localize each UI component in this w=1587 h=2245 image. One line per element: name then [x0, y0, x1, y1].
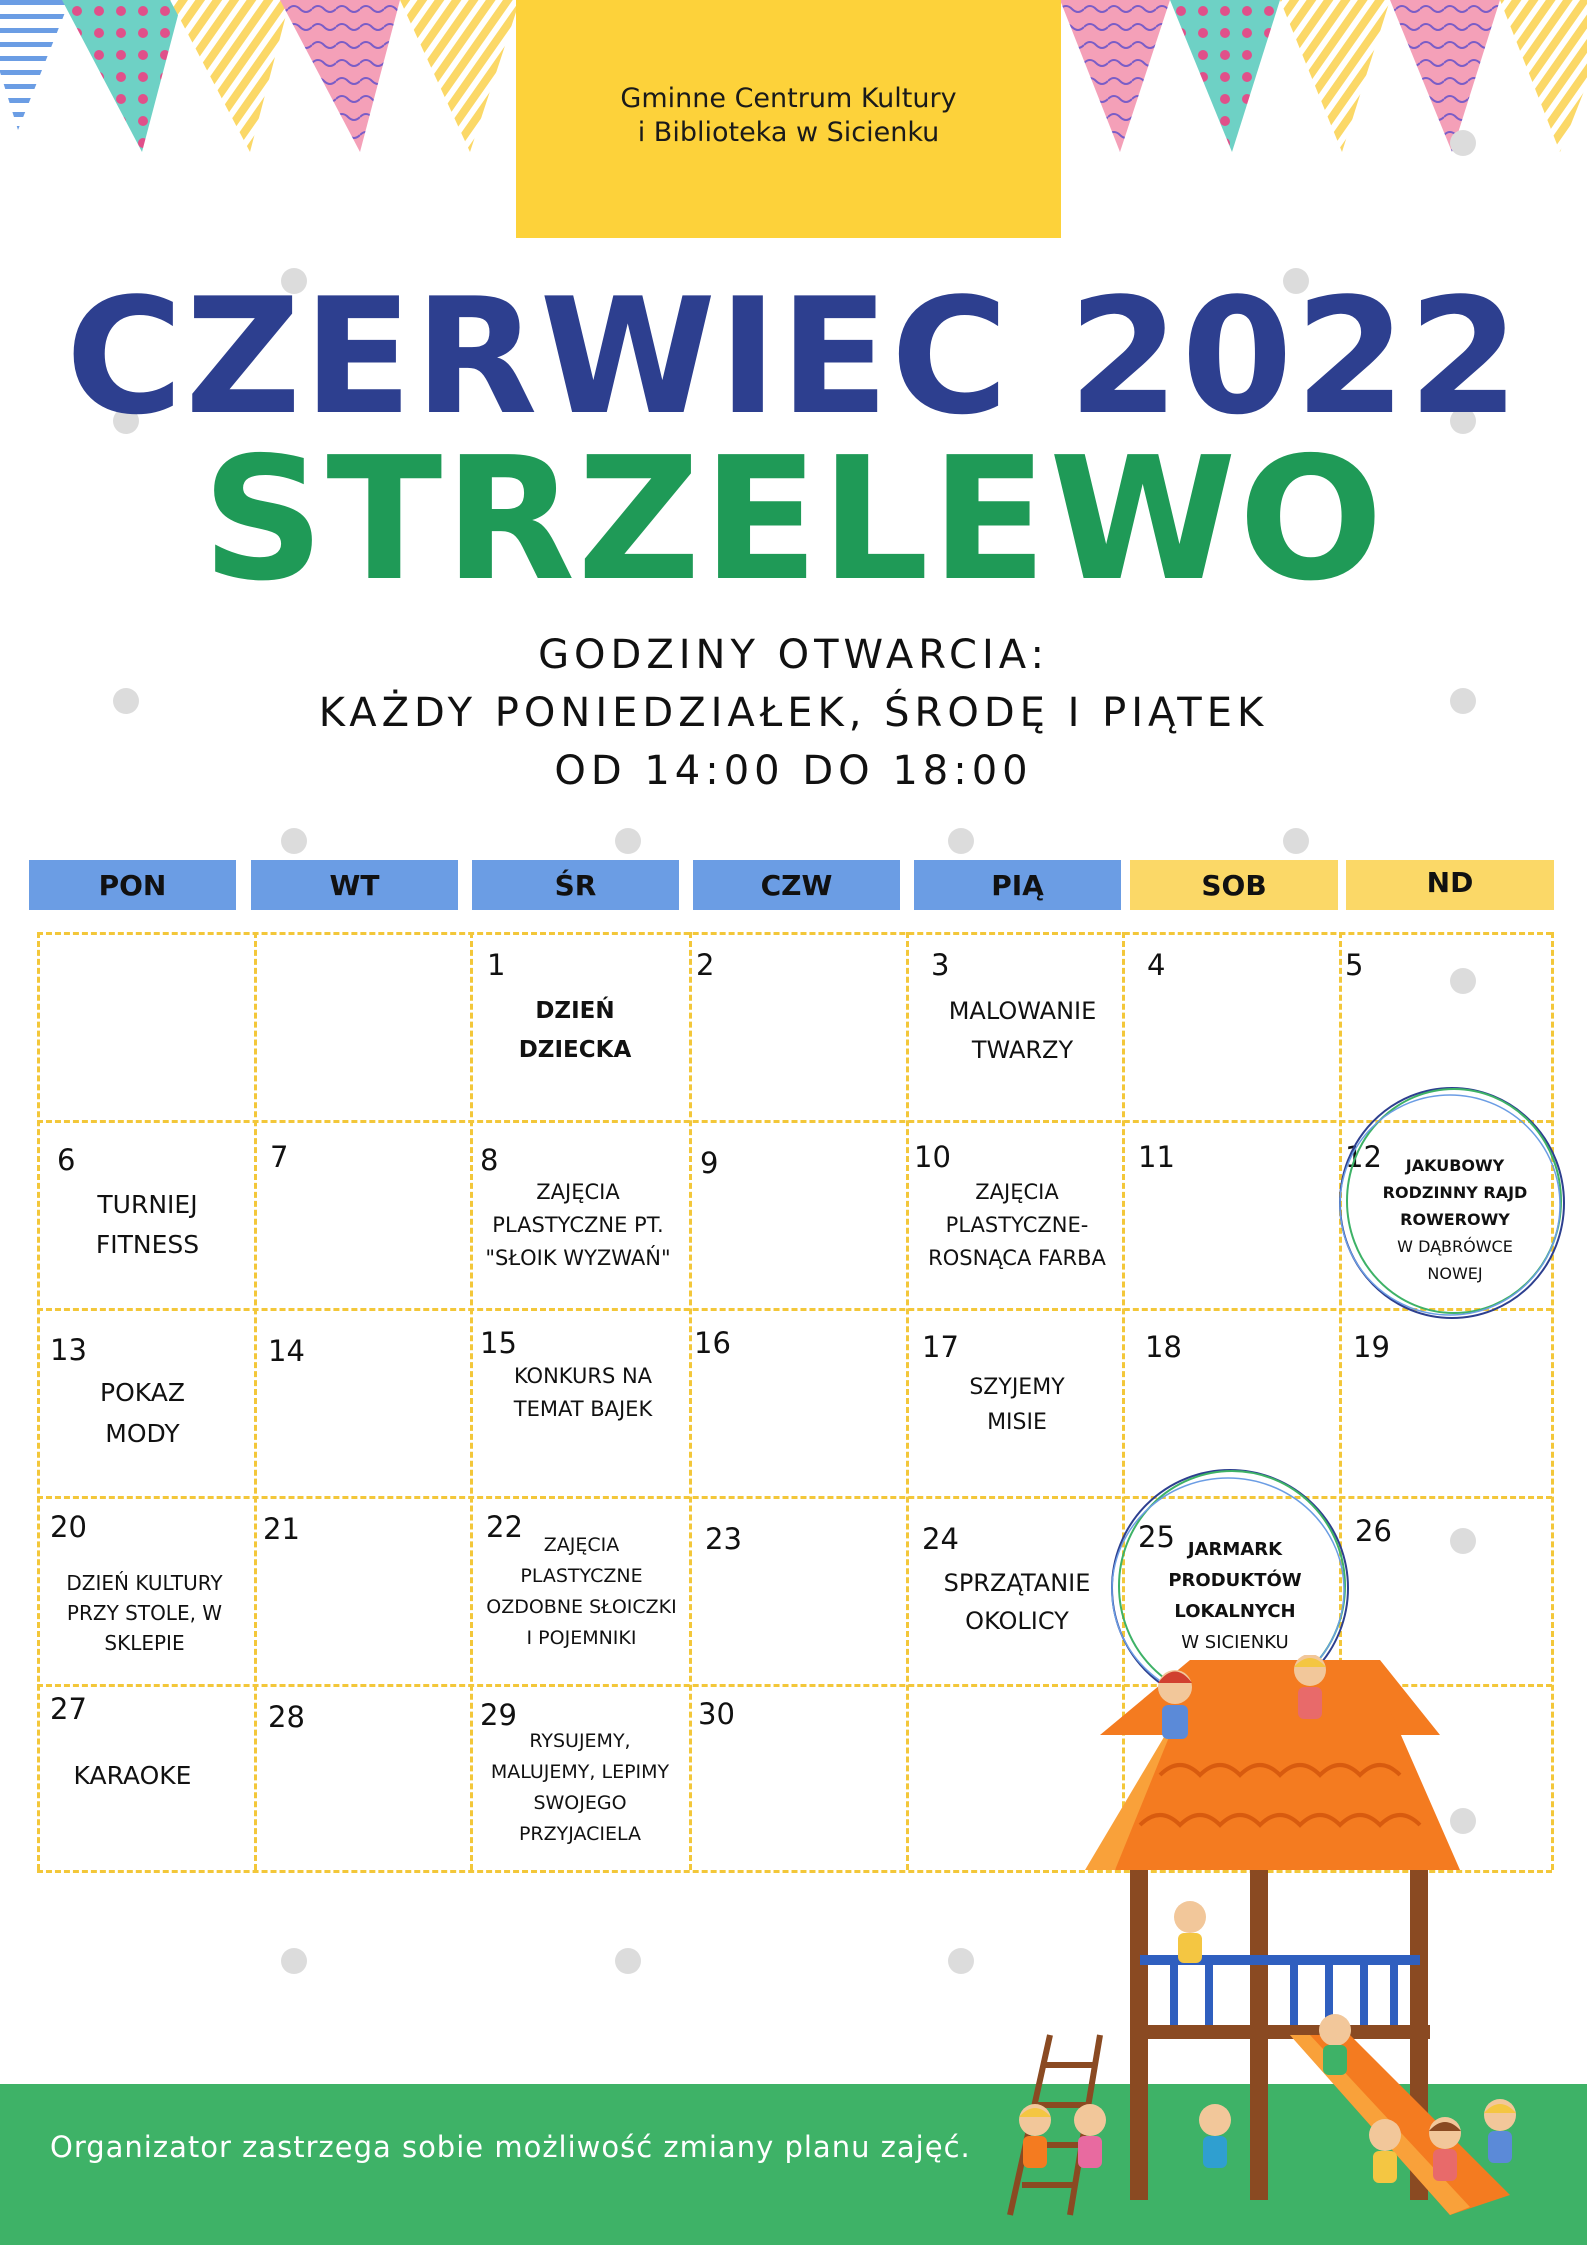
day-number: 23 — [705, 1522, 742, 1556]
day-number: 30 — [698, 1697, 735, 1731]
day-number: 6 — [57, 1143, 76, 1177]
day-number: 13 — [50, 1333, 87, 1367]
month-title: CZERWIEC 2022 — [65, 263, 1522, 450]
day-number: 1 — [487, 948, 506, 982]
weekday-header-thu: CZW — [693, 860, 900, 910]
opening-hours-days: KAŻDY PONIEDZIAŁEK, ŚRODĘ I PIĄTEK — [318, 690, 1269, 736]
event-line: DZIECKA — [518, 1037, 632, 1063]
event-line: ZAJĘCIA — [975, 1180, 1059, 1204]
event-line: MODY — [105, 1419, 180, 1448]
decorative-dot — [281, 828, 307, 854]
event-line: LOKALNYCH — [1174, 1601, 1296, 1622]
day-number: 10 — [914, 1140, 951, 1174]
event-line: MALOWANIE — [948, 997, 1097, 1025]
event-cell-1 — [480, 992, 670, 1070]
event-cell-13 — [45, 1372, 240, 1454]
playground-with-children-illustration-icon — [990, 1655, 1550, 2245]
decorative-dot — [1283, 828, 1309, 854]
organizer-name-line2: i Biblioteka w Sicienku — [637, 117, 940, 148]
event-line: PLASTYCZNE — [520, 1565, 643, 1587]
decorative-dot — [948, 1948, 974, 1974]
decorative-dot — [281, 1948, 307, 1974]
event-line: PRZY STOLE, W — [66, 1601, 223, 1625]
decorative-dot — [1450, 1528, 1476, 1554]
event-line: SKLEPIE — [104, 1631, 185, 1655]
event-cell-17 — [912, 1370, 1122, 1440]
weekday-header-tue: WT — [251, 860, 458, 910]
day-number: 27 — [50, 1692, 87, 1726]
decorative-dot — [615, 1948, 641, 1974]
day-number: 9 — [700, 1146, 719, 1180]
event-line: POKAZ — [100, 1378, 185, 1407]
event-line: ZAJĘCIA — [536, 1180, 620, 1204]
event-line: PLASTYCZNE- — [945, 1213, 1089, 1237]
event-line: JAKUBOWY — [1405, 1156, 1505, 1175]
event-line: RYSUJEMY, — [529, 1730, 631, 1752]
decorative-dot — [1450, 968, 1476, 994]
day-number: 2 — [696, 948, 715, 982]
event-line: W DĄBRÓWCE — [1397, 1237, 1513, 1256]
bunting-left-icon — [0, 0, 520, 160]
event-line: SWOJEGO — [533, 1792, 627, 1814]
event-line: KARAOKE — [73, 1761, 192, 1790]
event-line: ROSNĄCA FARBA — [928, 1246, 1106, 1270]
day-number: 22 — [486, 1510, 523, 1544]
day-number: 25 — [1138, 1520, 1175, 1554]
day-number: 16 — [694, 1326, 731, 1360]
day-number: 26 — [1355, 1514, 1392, 1548]
weekday-header-wed: ŚR — [472, 860, 679, 910]
day-number: 18 — [1145, 1330, 1182, 1364]
day-number: 12 — [1345, 1140, 1382, 1174]
day-number: 21 — [263, 1512, 300, 1546]
event-cell-3 — [915, 992, 1130, 1070]
event-line: TURNIEJ — [97, 1190, 198, 1219]
event-line: MALUJEMY, LEPIMY — [490, 1761, 670, 1783]
event-line: JARMARK — [1187, 1539, 1283, 1560]
event-line: SZYJEMY — [969, 1375, 1065, 1400]
weekday-header-fri: PIĄ — [914, 860, 1121, 910]
footer-note: Organizator zastrzega sobie możliwość zmiany planu zajęć. — [50, 2130, 971, 2164]
event-cell-27 — [30, 1758, 235, 1794]
day-number: 15 — [480, 1326, 517, 1360]
event-line: DZIEŃ — [535, 998, 615, 1024]
event-cell-10 — [912, 1176, 1122, 1275]
event-line: PRODUKTÓW — [1168, 1570, 1302, 1591]
weekday-header-sat: SOB — [1130, 860, 1338, 910]
day-number: 14 — [268, 1334, 305, 1368]
event-line: KONKURS NA — [513, 1364, 653, 1388]
bunting-right-icon — [1060, 0, 1587, 160]
place-title: STRZELEWO — [201, 421, 1386, 619]
day-number: 3 — [931, 948, 950, 982]
event-line: PLASTYCZNE PT. — [492, 1213, 664, 1237]
day-number: 7 — [270, 1140, 289, 1174]
event-line: RODZINNY RAJD — [1382, 1183, 1528, 1202]
decorative-dot — [615, 828, 641, 854]
event-line: PRZYJACIELA — [518, 1823, 642, 1845]
day-number: 20 — [50, 1510, 87, 1544]
day-number: 29 — [480, 1698, 517, 1732]
event-line: "SŁOIK WYZWAŃ" — [485, 1246, 671, 1270]
day-number: 24 — [922, 1522, 959, 1556]
event-line: I POJEMNIKI — [526, 1627, 637, 1649]
opening-hours-time: OD 14:00 DO 18:00 — [554, 748, 1033, 794]
day-number: 28 — [268, 1700, 305, 1734]
day-number: 5 — [1345, 948, 1364, 982]
day-number: 19 — [1353, 1330, 1390, 1364]
event-line: OZDOBNE SŁOICZKI — [486, 1596, 677, 1618]
event-cell-20 — [42, 1568, 247, 1658]
day-number: 8 — [480, 1143, 499, 1177]
event-cell-25 — [1140, 1534, 1330, 1658]
event-line: W SICIENKU — [1181, 1632, 1289, 1653]
day-number: 4 — [1147, 948, 1166, 982]
weekday-header-sun: ND — [1346, 860, 1554, 910]
decorative-dot — [948, 828, 974, 854]
opening-hours-heading: GODZINY OTWARCIA: — [538, 632, 1049, 678]
event-cell-22 — [474, 1530, 689, 1654]
weekday-header-mon: PON — [29, 860, 236, 910]
day-number: 17 — [922, 1330, 959, 1364]
event-line: TWARZY — [971, 1036, 1074, 1064]
event-line: NOWEJ — [1427, 1264, 1483, 1283]
event-line: SPRZĄTANIE — [943, 1569, 1091, 1597]
event-line: FITNESS — [95, 1230, 200, 1259]
organizer-name-line1: Gminne Centrum Kultury — [620, 83, 957, 114]
event-cell-8 — [478, 1176, 678, 1275]
event-cell-6 — [50, 1185, 245, 1265]
event-cell-15 — [478, 1360, 688, 1426]
event-cell-12 — [1360, 1152, 1550, 1287]
event-line: OKOLICY — [965, 1607, 1069, 1635]
event-line: DZIEŃ KULTURY — [66, 1571, 223, 1595]
decorative-dot — [1450, 130, 1476, 156]
event-line: ROWEROWY — [1400, 1210, 1510, 1229]
event-cell-29 — [475, 1726, 685, 1850]
event-line: TEMAT BAJEK — [513, 1397, 653, 1421]
event-line: MISIE — [987, 1410, 1047, 1435]
event-line: ZAJĘCIA — [543, 1534, 620, 1556]
event-cell-24 — [912, 1564, 1122, 1640]
day-number: 11 — [1138, 1140, 1175, 1174]
organizer-header-box — [516, 0, 1061, 238]
